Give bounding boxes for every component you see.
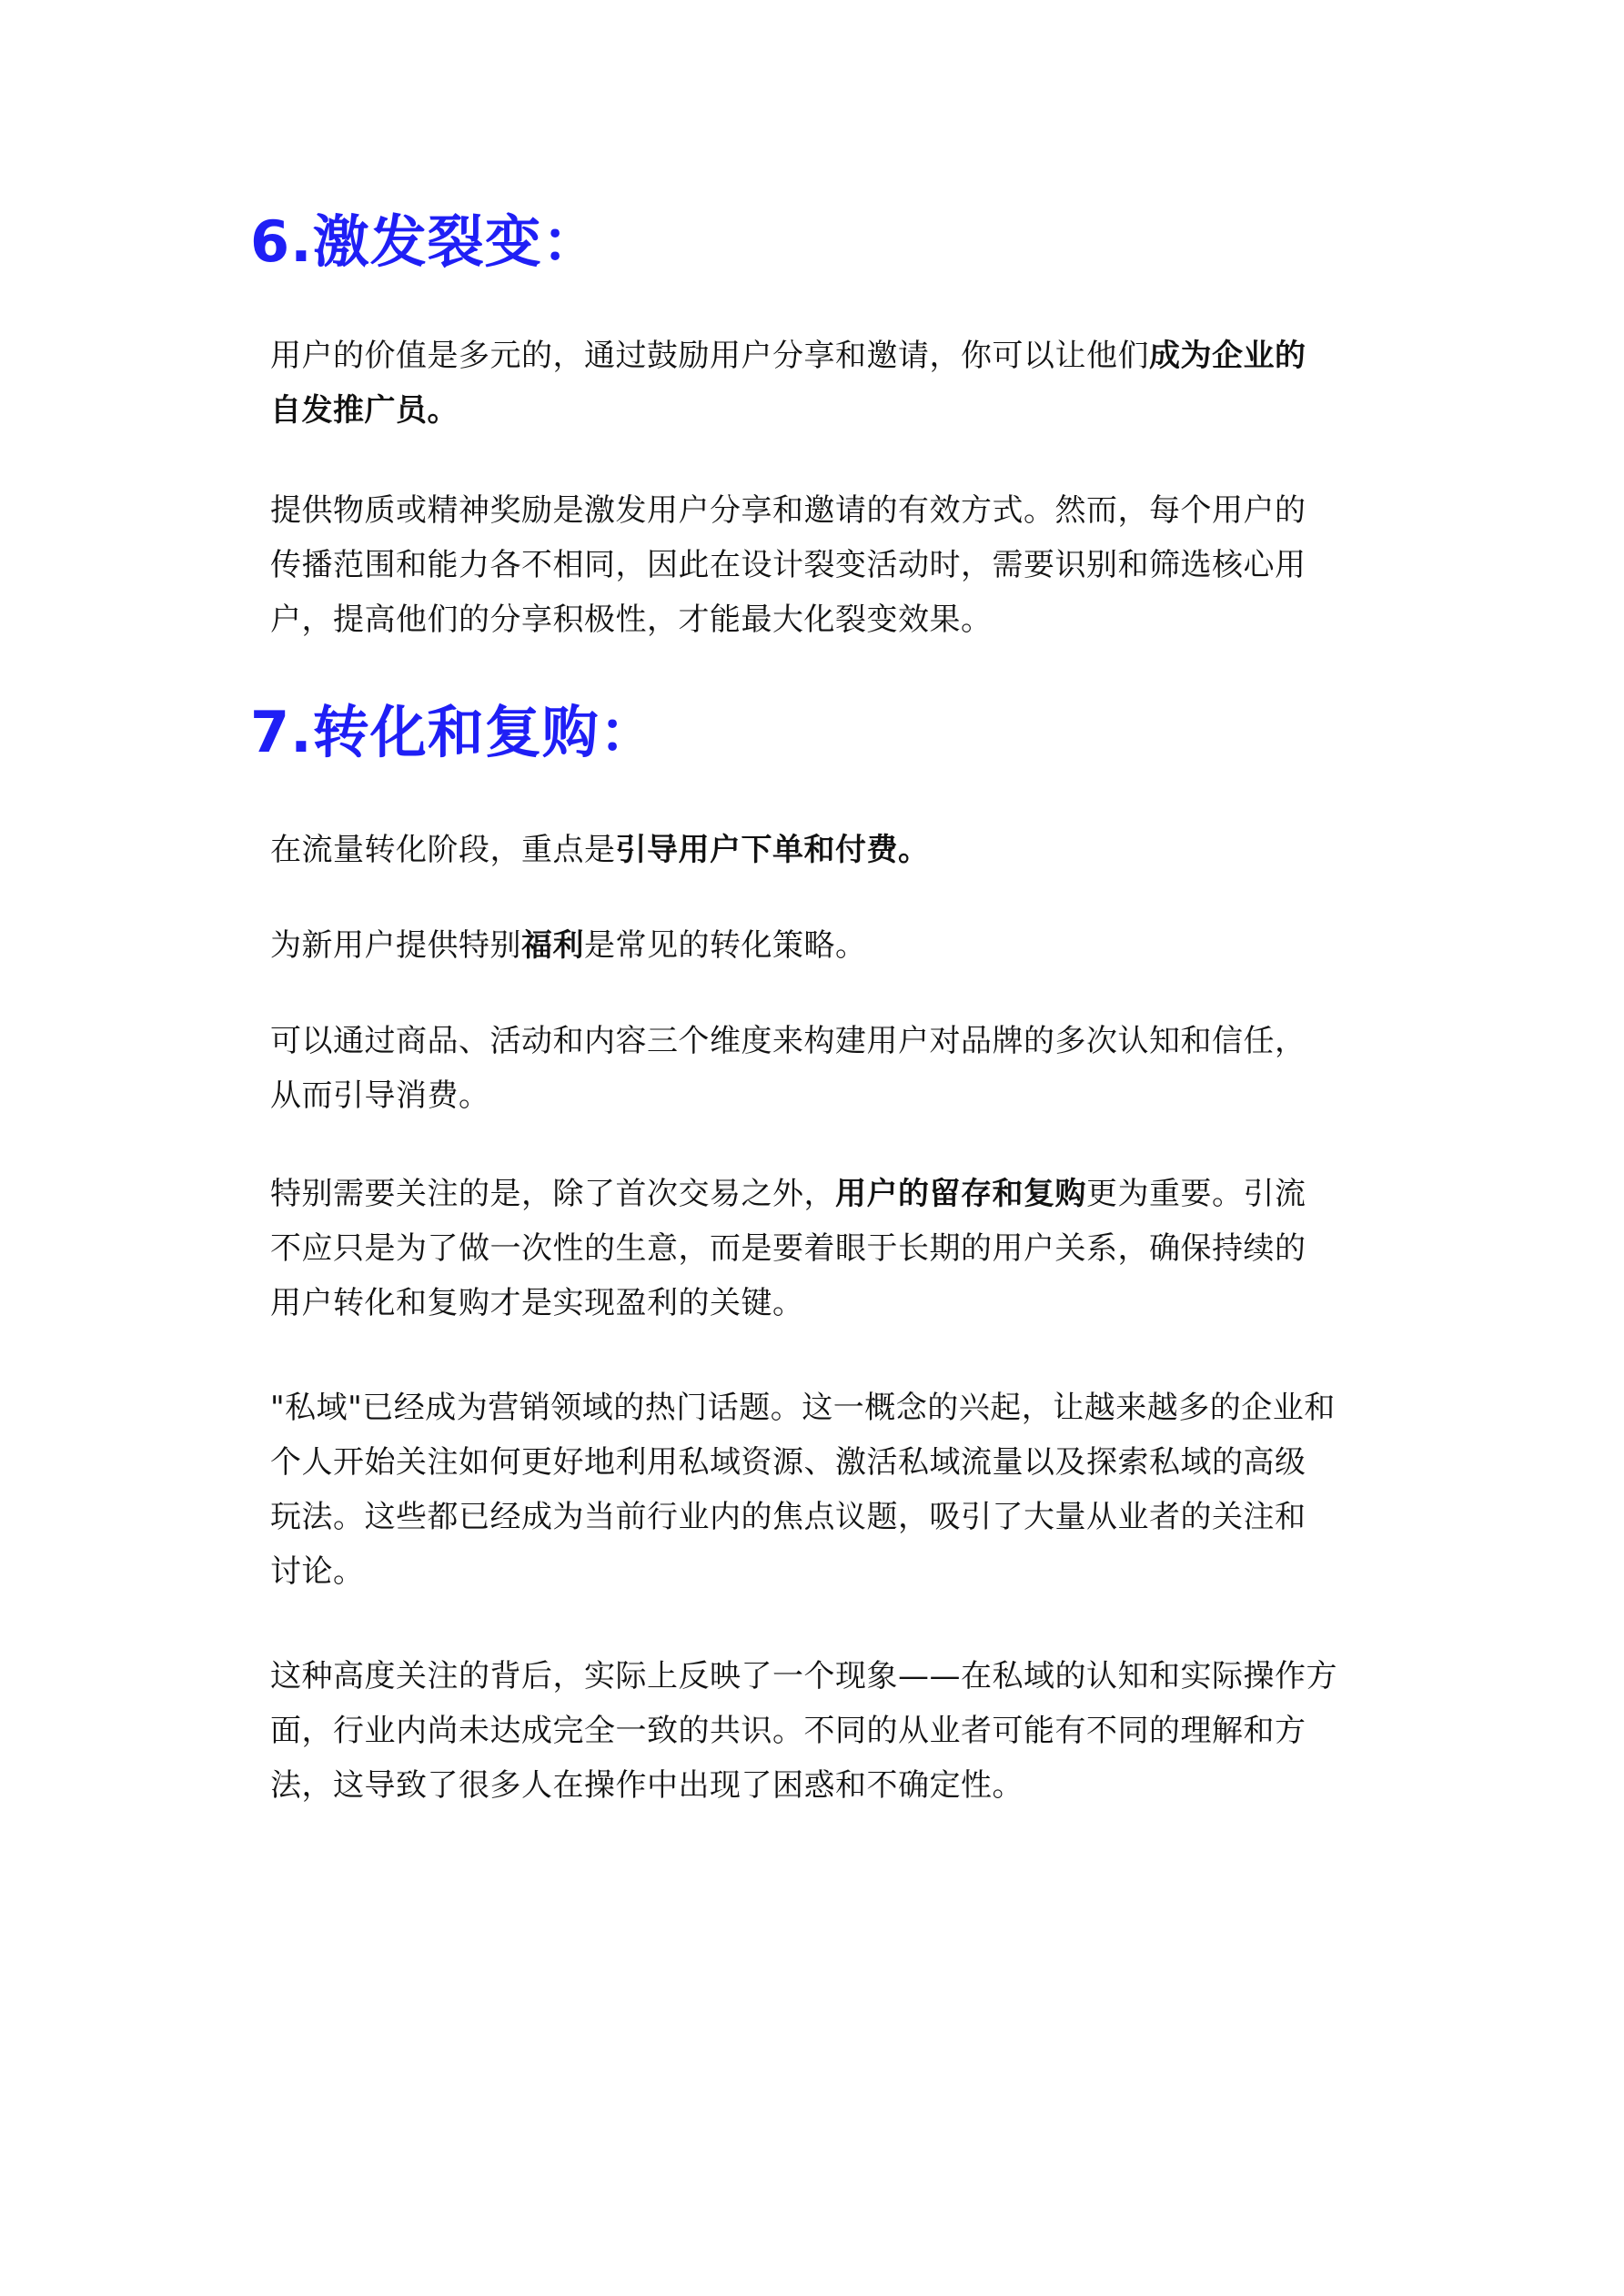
text-line: 用户转化和复购才是实现盈利的关键。: [270, 1285, 804, 1321]
section-7-paragraph-6: [270, 1649, 1371, 1813]
text-run: 更为重要。引流: [1086, 1176, 1306, 1212]
section-6-paragraph-1: [270, 329, 1371, 438]
section-7-heading: 7.转化和复购：: [250, 699, 657, 765]
text-run: 为新用户提供特别: [270, 927, 521, 964]
text-line: 玩法。这些都已经成为当前行业内的焦点议题，吸引了大量从业者的关注和: [270, 1499, 1306, 1535]
text-line: 户，提高他们的分享积极性，才能最大化裂变效果。: [270, 602, 993, 638]
text-line: 法，这导致了很多人在操作中出现了困惑和不确定性。: [270, 1767, 1024, 1804]
text-line: 不应只是为了做一次性的生意，而是要着眼于长期的用户关系，确保持续的: [270, 1230, 1306, 1267]
section-7-paragraph-5: [270, 1381, 1371, 1599]
section-7-paragraph-4: [270, 1167, 1371, 1330]
text-line: 个人开始关注如何更好地利用私域资源、激活私域流量以及探索私域的高级: [270, 1444, 1306, 1481]
text-run: 特别需要关注的是，除了首次交易之外，: [270, 1176, 835, 1212]
bold-text-run: 成为企业的: [1149, 338, 1306, 374]
section-7-paragraph-1: [270, 823, 1371, 877]
text-line: 传播范围和能力各不相同，因此在设计裂变活动时，需要识别和筛选核心用: [270, 547, 1306, 583]
bold-text-run: 引导用户下单和付费。: [615, 832, 930, 868]
text-line: 面，行业内尚未达成完全一致的共识。不同的从业者可能有不同的理解和方: [270, 1713, 1306, 1749]
section-6-heading: 6.激发裂变：: [250, 208, 600, 275]
text-line: 这种高度关注的背后，实际上反映了一个现象——在私域的认知和实际操作方: [270, 1658, 1337, 1694]
text-run: 用户的价值是多元的，通过鼓励用户分享和邀请，你可以让他们: [270, 338, 1149, 374]
bold-text-run: 福利: [521, 927, 584, 964]
section-7-paragraph-3: [270, 1014, 1371, 1123]
text-line: 可以通过商品、活动和内容三个维度来构建用户对品牌的多次认知和信任，: [270, 1023, 1306, 1059]
section-7-paragraph-2: [270, 918, 1371, 973]
bold-text-line: 自发推广员。: [270, 392, 459, 429]
text-line: "私域"已经成为营销领域的热门话题。这一概念的兴起，让越来越多的企业和: [270, 1390, 1336, 1426]
text-line: 提供物质或精神奖励是激发用户分享和邀请的有效方式。然而，每个用户的: [270, 492, 1306, 529]
text-run: 是常见的转化策略。: [584, 927, 867, 964]
text-run: 在流量转化阶段，重点是: [270, 832, 616, 868]
bold-text-run: 用户的留存和复购: [835, 1176, 1086, 1212]
text-line: [270, 918, 1371, 973]
text-line: [270, 1167, 1371, 1221]
text-line: 讨论。: [270, 1553, 365, 1590]
text-line: 从而引导消费。: [270, 1077, 490, 1114]
text-line: [270, 823, 1371, 877]
text-line: [270, 329, 1371, 383]
section-6-paragraph-2: [270, 483, 1371, 647]
